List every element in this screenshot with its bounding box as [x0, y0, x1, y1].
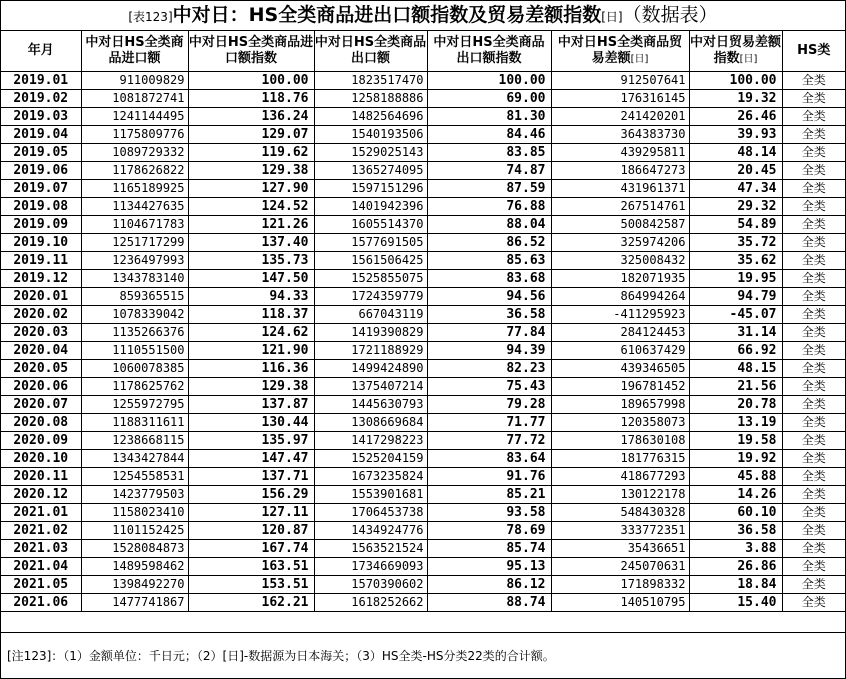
- cell-import-index: 129.38: [188, 378, 314, 396]
- cell-export-value: 1706453738: [314, 504, 427, 522]
- cell-trade-balance: 120358073: [551, 414, 689, 432]
- cell-month: 2019.09: [1, 216, 81, 234]
- cell-trade-balance: 333772351: [551, 522, 689, 540]
- cell-export-value: 1499424890: [314, 360, 427, 378]
- cell-month: 2021.06: [1, 594, 81, 612]
- cell-import-index: 121.26: [188, 216, 314, 234]
- cell-balance-index: 54.89: [689, 216, 782, 234]
- cell-import-index: 153.51: [188, 576, 314, 594]
- cell-month: 2019.05: [1, 144, 81, 162]
- cell-import-index: 119.62: [188, 144, 314, 162]
- cell-balance-index: 19.95: [689, 270, 782, 288]
- cell-import-value: 1101152425: [81, 522, 188, 540]
- cell-month: 2020.01: [1, 288, 81, 306]
- cell-trade-balance: 284124453: [551, 324, 689, 342]
- header-row: [1, 31, 845, 72]
- cell-import-index: 167.74: [188, 540, 314, 558]
- cell-export-value: 1605514370: [314, 216, 427, 234]
- cell-import-index: 162.21: [188, 594, 314, 612]
- cell-import-value: 1254558531: [81, 468, 188, 486]
- col-header-balance-index: [689, 31, 782, 72]
- cell-month: 2019.07: [1, 180, 81, 198]
- cell-export-index: 83.85: [427, 144, 551, 162]
- table-row: [1, 216, 845, 234]
- cell-month: 2020.04: [1, 342, 81, 360]
- cell-balance-index: 21.56: [689, 378, 782, 396]
- cell-export-value: 1401942396: [314, 198, 427, 216]
- cell-balance-index: 48.15: [689, 360, 782, 378]
- cell-import-index: 120.87: [188, 522, 314, 540]
- cell-balance-index: 47.34: [689, 180, 782, 198]
- col-header-balance-index-marker: [日]: [739, 53, 758, 65]
- cell-month: 2019.12: [1, 270, 81, 288]
- cell-month: 2021.04: [1, 558, 81, 576]
- cell-import-index: 124.52: [188, 198, 314, 216]
- cell-import-value: 1188311611: [81, 414, 188, 432]
- cell-trade-balance: 418677293: [551, 468, 689, 486]
- cell-hs-class: 全类: [782, 180, 845, 198]
- cell-trade-balance: 140510795: [551, 594, 689, 612]
- cell-trade-balance: 176316145: [551, 90, 689, 108]
- cell-export-value: 1482564696: [314, 108, 427, 126]
- cell-export-index: 79.28: [427, 396, 551, 414]
- cell-balance-index: 14.26: [689, 486, 782, 504]
- cell-export-index: 83.64: [427, 450, 551, 468]
- table-row: [1, 144, 845, 162]
- cell-hs-class: 全类: [782, 576, 845, 594]
- cell-hs-class: 全类: [782, 270, 845, 288]
- cell-month: 2019.02: [1, 90, 81, 108]
- cell-import-index: 137.40: [188, 234, 314, 252]
- cell-balance-index: 26.46: [689, 108, 782, 126]
- cell-export-value: 1365274095: [314, 162, 427, 180]
- cell-export-index: 85.74: [427, 540, 551, 558]
- cell-trade-balance: 171898332: [551, 576, 689, 594]
- table-row: [1, 234, 845, 252]
- cell-balance-index: 26.86: [689, 558, 782, 576]
- cell-balance-index: 35.62: [689, 252, 782, 270]
- cell-export-index: 84.46: [427, 126, 551, 144]
- cell-trade-balance: 245070631: [551, 558, 689, 576]
- table-row: [1, 396, 845, 414]
- cell-import-index: 135.73: [188, 252, 314, 270]
- cell-import-index: 147.50: [188, 270, 314, 288]
- cell-export-value: 1721188929: [314, 342, 427, 360]
- cell-month: 2020.07: [1, 396, 81, 414]
- cell-import-value: 1477741867: [81, 594, 188, 612]
- cell-hs-class: 全类: [782, 324, 845, 342]
- cell-import-value: 1241144495: [81, 108, 188, 126]
- cell-balance-index: -45.07: [689, 306, 782, 324]
- cell-balance-index: 19.58: [689, 432, 782, 450]
- cell-trade-balance: 130122178: [551, 486, 689, 504]
- table-row: [1, 306, 845, 324]
- cell-balance-index: 60.10: [689, 504, 782, 522]
- cell-export-index: 87.59: [427, 180, 551, 198]
- cell-export-index: 85.21: [427, 486, 551, 504]
- cell-export-value: 1724359779: [314, 288, 427, 306]
- cell-hs-class: 全类: [782, 72, 845, 90]
- cell-export-value: 1258188886: [314, 90, 427, 108]
- cell-hs-class: 全类: [782, 360, 845, 378]
- table-number: [表123]: [128, 10, 173, 24]
- cell-hs-class: 全类: [782, 90, 845, 108]
- cell-import-value: 1081872741: [81, 90, 188, 108]
- cell-balance-index: 3.88: [689, 540, 782, 558]
- cell-export-value: 1618252662: [314, 594, 427, 612]
- cell-trade-balance: 325974206: [551, 234, 689, 252]
- cell-balance-index: 48.14: [689, 144, 782, 162]
- table-row: [1, 540, 845, 558]
- data-source-marker: [日]: [601, 10, 623, 24]
- cell-export-index: 100.00: [427, 72, 551, 90]
- cell-month: 2019.03: [1, 108, 81, 126]
- cell-export-index: 93.58: [427, 504, 551, 522]
- cell-import-index: 147.47: [188, 450, 314, 468]
- cell-import-index: 129.38: [188, 162, 314, 180]
- cell-month: 2020.02: [1, 306, 81, 324]
- cell-export-index: 86.12: [427, 576, 551, 594]
- cell-trade-balance: 431961371: [551, 180, 689, 198]
- cell-export-value: 1561506425: [314, 252, 427, 270]
- cell-export-index: 76.88: [427, 198, 551, 216]
- cell-balance-index: 13.19: [689, 414, 782, 432]
- cell-trade-balance: 35436651: [551, 540, 689, 558]
- cell-hs-class: 全类: [782, 162, 845, 180]
- cell-import-value: 1238668115: [81, 432, 188, 450]
- cell-export-value: 1823517470: [314, 72, 427, 90]
- cell-month: 2019.08: [1, 198, 81, 216]
- cell-trade-balance: 500842587: [551, 216, 689, 234]
- cell-export-value: 1577691505: [314, 234, 427, 252]
- cell-trade-balance: 439295811: [551, 144, 689, 162]
- cell-month: 2020.08: [1, 414, 81, 432]
- table-row: [1, 288, 845, 306]
- cell-export-index: 86.52: [427, 234, 551, 252]
- cell-import-value: 1089729332: [81, 144, 188, 162]
- cell-balance-index: 36.58: [689, 522, 782, 540]
- col-header-hs-class: HS类: [782, 31, 845, 72]
- cell-export-value: 1434924776: [314, 522, 427, 540]
- table-row: [1, 576, 845, 594]
- cell-import-index: 100.00: [188, 72, 314, 90]
- cell-import-index: 121.90: [188, 342, 314, 360]
- cell-export-value: 1734669093: [314, 558, 427, 576]
- cell-import-value: 1110551500: [81, 342, 188, 360]
- table-row: [1, 414, 845, 432]
- cell-import-index: 137.71: [188, 468, 314, 486]
- cell-hs-class: 全类: [782, 144, 845, 162]
- cell-import-value: 1255972795: [81, 396, 188, 414]
- cell-hs-class: 全类: [782, 126, 845, 144]
- cell-hs-class: 全类: [782, 288, 845, 306]
- cell-import-value: 1158023410: [81, 504, 188, 522]
- cell-export-value: 1419390829: [314, 324, 427, 342]
- cell-trade-balance: 178630108: [551, 432, 689, 450]
- cell-hs-class: 全类: [782, 432, 845, 450]
- cell-hs-class: 全类: [782, 396, 845, 414]
- cell-export-index: 91.76: [427, 468, 551, 486]
- cell-export-value: 1375407214: [314, 378, 427, 396]
- cell-import-value: 1251717299: [81, 234, 188, 252]
- table-row: [1, 126, 845, 144]
- cell-import-index: 129.07: [188, 126, 314, 144]
- table-row: [1, 432, 845, 450]
- cell-import-value: 1398492270: [81, 576, 188, 594]
- cell-balance-index: 20.45: [689, 162, 782, 180]
- cell-balance-index: 94.79: [689, 288, 782, 306]
- cell-hs-class: 全类: [782, 558, 845, 576]
- table-row: [1, 504, 845, 522]
- cell-import-value: 1060078385: [81, 360, 188, 378]
- col-header-export-index: 中对日HS全类商品出口额指数: [427, 31, 551, 72]
- cell-import-index: 135.97: [188, 432, 314, 450]
- cell-month: 2020.11: [1, 468, 81, 486]
- table-body: [1, 72, 845, 612]
- cell-trade-balance: 241420201: [551, 108, 689, 126]
- cell-month: 2019.11: [1, 252, 81, 270]
- table-row: [1, 180, 845, 198]
- cell-trade-balance: 181776315: [551, 450, 689, 468]
- table-row: [1, 360, 845, 378]
- cell-import-value: 1165189925: [81, 180, 188, 198]
- cell-trade-balance: -411295923: [551, 306, 689, 324]
- col-header-trade-balance: [551, 31, 689, 72]
- cell-hs-class: 全类: [782, 378, 845, 396]
- cell-import-value: 1134427635: [81, 198, 188, 216]
- cell-import-value: 1528084873: [81, 540, 188, 558]
- cell-month: 2020.12: [1, 486, 81, 504]
- cell-export-index: 77.84: [427, 324, 551, 342]
- col-header-import-index: 中对日HS全类商品进口额指数: [188, 31, 314, 72]
- cell-export-value: 1570390602: [314, 576, 427, 594]
- cell-import-value: 1423779503: [81, 486, 188, 504]
- cell-hs-class: 全类: [782, 540, 845, 558]
- col-header-export-value: 中对日HS全类商品出口额: [314, 31, 427, 72]
- cell-hs-class: 全类: [782, 414, 845, 432]
- cell-import-index: 163.51: [188, 558, 314, 576]
- cell-export-index: 85.63: [427, 252, 551, 270]
- cell-month: 2021.03: [1, 540, 81, 558]
- table-row: [1, 162, 845, 180]
- cell-trade-balance: 189657998: [551, 396, 689, 414]
- cell-export-value: 1445630793: [314, 396, 427, 414]
- cell-month: 2019.04: [1, 126, 81, 144]
- cell-export-index: 81.30: [427, 108, 551, 126]
- col-header-trade-balance-label: 中对日HS全类商品贸易差额: [557, 34, 683, 66]
- cell-balance-index: 15.40: [689, 594, 782, 612]
- cell-month: 2019.01: [1, 72, 81, 90]
- cell-export-index: 88.74: [427, 594, 551, 612]
- cell-export-value: 1525204159: [314, 450, 427, 468]
- cell-export-value: 1553901681: [314, 486, 427, 504]
- col-header-import-value: 中对日HS全类商品进口额: [81, 31, 188, 72]
- cell-trade-balance: 439346505: [551, 360, 689, 378]
- cell-import-value: 1175809776: [81, 126, 188, 144]
- cell-hs-class: 全类: [782, 234, 845, 252]
- cell-import-value: 1135266376: [81, 324, 188, 342]
- cell-export-index: 74.87: [427, 162, 551, 180]
- cell-import-index: 94.33: [188, 288, 314, 306]
- cell-month: 2020.05: [1, 360, 81, 378]
- cell-export-value: 1563521524: [314, 540, 427, 558]
- cell-export-value: 1529025143: [314, 144, 427, 162]
- cell-trade-balance: 548430328: [551, 504, 689, 522]
- cell-trade-balance: 182071935: [551, 270, 689, 288]
- cell-trade-balance: 610637429: [551, 342, 689, 360]
- table-row: [1, 108, 845, 126]
- cell-import-value: 859365515: [81, 288, 188, 306]
- cell-balance-index: 39.93: [689, 126, 782, 144]
- cell-export-index: 95.13: [427, 558, 551, 576]
- cell-month: 2021.05: [1, 576, 81, 594]
- cell-month: 2020.03: [1, 324, 81, 342]
- cell-export-value: 1308669684: [314, 414, 427, 432]
- cell-export-index: 36.58: [427, 306, 551, 324]
- cell-export-value: 1417298223: [314, 432, 427, 450]
- cell-import-index: 118.76: [188, 90, 314, 108]
- table-row: [1, 468, 845, 486]
- cell-export-index: 94.39: [427, 342, 551, 360]
- cell-balance-index: 29.32: [689, 198, 782, 216]
- cell-month: 2020.09: [1, 432, 81, 450]
- cell-balance-index: 66.92: [689, 342, 782, 360]
- table-row: [1, 72, 845, 90]
- cell-hs-class: 全类: [782, 504, 845, 522]
- cell-month: 2019.06: [1, 162, 81, 180]
- cell-export-value: 1597151296: [314, 180, 427, 198]
- cell-import-value: 1489598462: [81, 558, 188, 576]
- cell-balance-index: 100.00: [689, 72, 782, 90]
- cell-import-value: 1178626822: [81, 162, 188, 180]
- cell-hs-class: 全类: [782, 450, 845, 468]
- cell-trade-balance: 267514761: [551, 198, 689, 216]
- cell-hs-class: 全类: [782, 198, 845, 216]
- data-table: [1, 31, 845, 612]
- cell-export-index: 82.23: [427, 360, 551, 378]
- cell-hs-class: 全类: [782, 522, 845, 540]
- cell-month: 2019.10: [1, 234, 81, 252]
- cell-month: 2020.10: [1, 450, 81, 468]
- cell-export-value: 667043119: [314, 306, 427, 324]
- cell-trade-balance: 364383730: [551, 126, 689, 144]
- cell-trade-balance: 196781452: [551, 378, 689, 396]
- cell-trade-balance: 186647273: [551, 162, 689, 180]
- table-title: [1, 1, 845, 31]
- table-row: [1, 252, 845, 270]
- table-row: [1, 594, 845, 612]
- cell-export-index: 69.00: [427, 90, 551, 108]
- table-row: [1, 342, 845, 360]
- table-row: [1, 450, 845, 468]
- cell-month: 2020.06: [1, 378, 81, 396]
- cell-month: 2021.01: [1, 504, 81, 522]
- cell-hs-class: 全类: [782, 486, 845, 504]
- cell-balance-index: 31.14: [689, 324, 782, 342]
- cell-hs-class: 全类: [782, 594, 845, 612]
- cell-import-index: 136.24: [188, 108, 314, 126]
- cell-balance-index: 18.84: [689, 576, 782, 594]
- cell-trade-balance: 912507641: [551, 72, 689, 90]
- table-row: [1, 198, 845, 216]
- cell-hs-class: 全类: [782, 468, 845, 486]
- cell-hs-class: 全类: [782, 306, 845, 324]
- col-header-balance-index-label: 中对日贸易差额指数: [689, 34, 781, 66]
- cell-hs-class: 全类: [782, 342, 845, 360]
- cell-import-value: 911009829: [81, 72, 188, 90]
- cell-import-index: 124.62: [188, 324, 314, 342]
- table-row: [1, 558, 845, 576]
- table-row: [1, 378, 845, 396]
- cell-import-index: 127.90: [188, 180, 314, 198]
- col-header-trade-balance-marker: [日]: [630, 53, 649, 65]
- table-row: [1, 324, 845, 342]
- cell-import-value: 1343783140: [81, 270, 188, 288]
- cell-import-value: 1078339042: [81, 306, 188, 324]
- cell-export-value: 1673235824: [314, 468, 427, 486]
- cell-import-index: 127.11: [188, 504, 314, 522]
- cell-balance-index: 20.78: [689, 396, 782, 414]
- cell-import-index: 116.36: [188, 360, 314, 378]
- cell-import-index: 137.87: [188, 396, 314, 414]
- cell-trade-balance: 325008432: [551, 252, 689, 270]
- cell-trade-balance: 864994264: [551, 288, 689, 306]
- cell-import-index: 118.37: [188, 306, 314, 324]
- cell-import-index: 156.29: [188, 486, 314, 504]
- cell-export-value: 1525855075: [314, 270, 427, 288]
- cell-hs-class: 全类: [782, 252, 845, 270]
- cell-import-index: 130.44: [188, 414, 314, 432]
- cell-export-index: 75.43: [427, 378, 551, 396]
- table-row: [1, 90, 845, 108]
- table-row: [1, 486, 845, 504]
- cell-export-index: 78.69: [427, 522, 551, 540]
- cell-export-index: 71.77: [427, 414, 551, 432]
- title-suffix: （数据表）: [622, 4, 718, 26]
- cell-import-value: 1178625762: [81, 378, 188, 396]
- cell-hs-class: 全类: [782, 108, 845, 126]
- table-row: [1, 522, 845, 540]
- title-main: 中对日：HS全类商品进出口额指数及贸易差额指数: [172, 4, 602, 26]
- cell-export-index: 88.04: [427, 216, 551, 234]
- cell-export-value: 1540193506: [314, 126, 427, 144]
- cell-balance-index: 19.92: [689, 450, 782, 468]
- cell-balance-index: 45.88: [689, 468, 782, 486]
- col-header-month: 年月: [1, 31, 81, 72]
- cell-export-index: 77.72: [427, 432, 551, 450]
- cell-hs-class: 全类: [782, 216, 845, 234]
- cell-import-value: 1343427844: [81, 450, 188, 468]
- cell-month: 2021.02: [1, 522, 81, 540]
- cell-export-index: 94.56: [427, 288, 551, 306]
- cell-balance-index: 19.32: [689, 90, 782, 108]
- cell-balance-index: 35.72: [689, 234, 782, 252]
- cell-import-value: 1236497993: [81, 252, 188, 270]
- cell-import-value: 1104671783: [81, 216, 188, 234]
- table-footnote: [注123]：（1）金额单位：千日元；（2）[日]-数据源为日本海关；（3）HS全类-HS分类22类的合计额。: [1, 632, 845, 678]
- cell-export-index: 83.68: [427, 270, 551, 288]
- table-row: [1, 270, 845, 288]
